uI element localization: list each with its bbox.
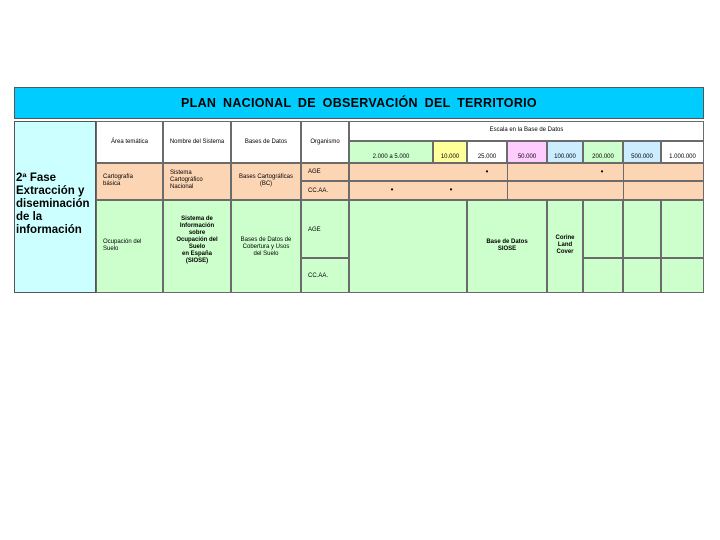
ocupacion-corine-cell: [547, 200, 583, 293]
ocupacion-grid-cell: [623, 200, 661, 258]
cartografia-ccaa-scale-row: [349, 181, 704, 200]
ocupacion-system-cell: [163, 200, 231, 293]
phase-line: 2ª Fase: [16, 172, 57, 184]
ocupacion-siose-cell: [467, 200, 547, 293]
age-25000-marker: •: [485, 167, 489, 176]
scale-header-cell: [433, 141, 467, 163]
cartografia-database: Bases Cartográficas (BC): [238, 174, 294, 187]
cartografia-org-age: AGE: [308, 169, 321, 175]
scale-header-label: 10.000: [440, 154, 460, 160]
ocupacion-database: Bases de Datos de Cobertura y Usos del Suelo: [240, 237, 292, 257]
ocupacion-grid-cell: [583, 258, 623, 293]
column-divider: [623, 163, 624, 200]
header-scale-title: Escala en la Base de Datos: [489, 127, 564, 133]
cartografia-org-ccaa-cell: [301, 181, 349, 200]
scale-header-label: 1.000.000: [669, 154, 696, 160]
ocupacion-org-age: AGE: [308, 227, 321, 233]
ocupacion-empty-cell: [349, 200, 467, 293]
header-organism-cell: [301, 121, 349, 163]
cartografia-age-scale-row: [349, 163, 704, 181]
ocupacion-siose: Base de Datos SIOSE: [486, 239, 528, 252]
age-200000-marker: •: [600, 167, 604, 176]
cartografia-system-cell: [163, 163, 231, 200]
scale-header-cell: [623, 141, 661, 163]
cartografia-area: Cartografía básica: [103, 174, 134, 187]
ocupacion-database-cell: [231, 200, 301, 293]
phase-line: de la: [16, 211, 43, 223]
header-scale-title-cell: [349, 121, 704, 141]
scale-header-cell: [467, 141, 507, 163]
scale-header-label: 25.000: [477, 154, 497, 160]
ccaa-2000-marker: •: [390, 185, 394, 194]
ocupacion-grid-cell: [661, 258, 704, 293]
ocupacion-grid-cell: [623, 258, 661, 293]
phase-line: diseminación: [16, 198, 90, 210]
scale-header-label: 100.000: [554, 154, 576, 160]
ocupacion-area: Ocupación del Suelo: [103, 239, 142, 252]
ccaa-10000-marker: •: [449, 185, 453, 194]
scale-header-label: 50.000: [517, 154, 537, 160]
column-divider: [507, 163, 508, 200]
scale-header-label: 500.000: [631, 154, 653, 160]
scale-header-cell: [661, 141, 704, 163]
cartografia-database-cell: [231, 163, 301, 200]
scale-header-label: 200.000: [592, 154, 614, 160]
ocupacion-org-ccaa-cell: [301, 258, 349, 293]
header-database: Bases de Datos: [244, 139, 288, 145]
ocupacion-corine: Corine Land Cover: [555, 235, 575, 255]
cartografia-org-ccaa: CC.AA.: [308, 188, 329, 194]
cartografia-system: Sistema Cartográfico Nacional: [170, 170, 203, 190]
ocupacion-grid-cell: [661, 200, 704, 258]
phase-line: información: [16, 224, 82, 236]
ocupacion-area-cell: [96, 200, 163, 293]
header-database-cell: [231, 121, 301, 163]
header-area-cell: [96, 121, 163, 163]
phase-line: Extracción y: [16, 185, 85, 197]
cartografia-org-age-cell: [301, 163, 349, 181]
phase-panel: [14, 121, 96, 293]
scale-header-cell: [547, 141, 583, 163]
header-organism: Organismo: [310, 139, 340, 145]
scale-header-cell: [507, 141, 547, 163]
scale-header-cell: [349, 141, 433, 163]
ocupacion-system: Sistema de Información sobre Ocupación del Suelo en España (SIOSE): [176, 216, 218, 264]
header-area: Área temática: [110, 139, 149, 145]
ocupacion-org-ccaa: CC.AA.: [308, 273, 329, 279]
ocupacion-org-age-cell: [301, 200, 349, 258]
scale-header-cell: [583, 141, 623, 163]
header-system-cell: [163, 121, 231, 163]
scale-header-label: 2.000 a 5.000: [372, 154, 410, 160]
header-system: Nombre del Sistema: [169, 139, 225, 145]
ocupacion-grid-cell: [583, 200, 623, 258]
cartografia-area-cell: [96, 163, 163, 200]
page-title: PLAN NACIONAL DE OBSERVACIÓN DEL TERRITORIO: [14, 87, 704, 119]
